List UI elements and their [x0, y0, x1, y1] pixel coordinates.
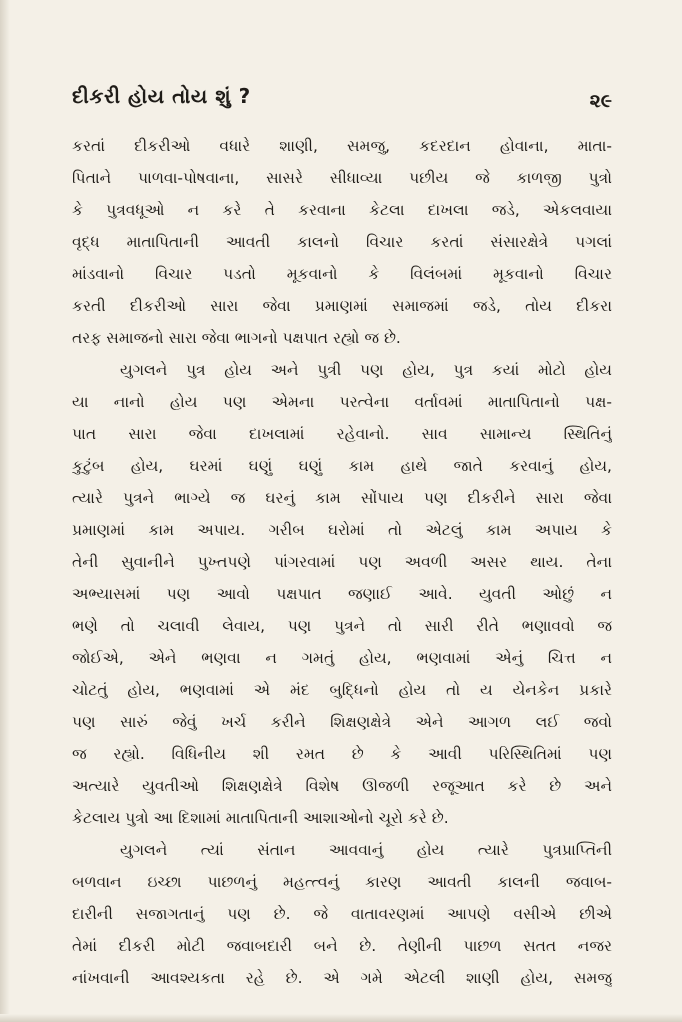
text-line: યુગલને પુત્ર હોય અને પુત્રી પણ હોય, પુત્ર કયાં મોટો હોય — [120, 361, 612, 379]
text-line: દારીની સજાગતાનું પણ છે. જે વાતાવરણમાં આપણે વસીએ છીએ — [72, 905, 612, 923]
page-number: ૨૯ — [589, 90, 612, 112]
page-bottom-edge — [0, 1014, 682, 1022]
text-line: કરતી દીકરીઓ સારા જેવા પ્રમાણમાં સમાજમાં જડે, તોય દીકરા — [72, 297, 612, 315]
text-line: તેમાં દીકરી મોટી જવાબદારી બને છે. તેણીની પાછળ સતત નજર — [72, 937, 612, 955]
text-line: જ રહ્યો. વિધિનીય શી રમત છે કે આવી પરિસ્થિતિમાં પણ — [72, 745, 612, 763]
text-line: યુગલને ત્યાં સંતાન આવવાનું હોય ત્યારે પુત્રપ્રાપ્તિની — [120, 841, 612, 859]
text-line: માંડવાનો વિચાર પડતો મૂકવાનો કે વિલંબમાં મૂકવાનો વિચાર — [72, 265, 612, 283]
body-text — [72, 130, 612, 994]
page-header — [72, 80, 612, 120]
text-line: કે પુત્રવધૂઓ ન કરે તે કરવાના કેટલા દાખલા જડે, એકલવાયા — [72, 201, 612, 219]
running-title: દીકરી હોય તોય શું ? — [72, 84, 251, 108]
text-line: કુટુંબ હોય, ઘરમાં ઘણું ઘણું કામ હાથે જાતે કરવાનું હોય, — [72, 457, 612, 475]
text-line: ચોટતું હોય, ભણવામાં એ મંદ બુદ્ધિનો હોય તો ય યેનકેન પ્રકારે — [72, 681, 612, 699]
paragraph-1 — [72, 130, 612, 354]
paragraph-3 — [72, 834, 612, 994]
text-line: કરતાં દીકરીઓ વધારે શાણી, સમજુ, કદરદાન હોવાના, માતા- — [72, 137, 612, 155]
text-line: પિતાને પાળવા-પોષવાના, સાસરે સીધાવ્યા પછીય જે કાળજી પુત્રો — [72, 169, 612, 187]
page-gutter-shadow — [0, 0, 10, 1022]
text-line: તરફ સમાજનો સારા જેવા ભાગનો પક્ષપાત રહ્યો જ છે. — [72, 329, 401, 347]
text-line: અભ્યાસમાં પણ આવો પક્ષપાત જણાઈ આવે. યુવતી ઓછું ન — [72, 585, 612, 603]
text-line: પાત સારા જેવા દાખલામાં રહેવાનો. સાવ સામાન્ય સ્થિતિનું — [72, 425, 612, 443]
text-line: પ્રમાણમાં કામ અપાય. ગરીબ ઘરોમાં તો એટલું કામ અપાય કે — [72, 521, 612, 539]
text-line: ભણે તો ચલાવી લેવાય, પણ પુત્રને તો સારી રીતે ભણાવવો જ — [72, 617, 612, 635]
text-line: તેની સુવાનીને પુખ્તપણે પાંગરવામાં પણ અવળી અસર થાય. તેના — [72, 553, 612, 571]
text-line: બળવાન ઇચ્છા પાછળનું મહત્ત્વનું કારણ આવતી કાલની જવાબ- — [72, 873, 612, 891]
text-line: નાંખવાની આવશ્યકતા રહે છે. એ ગમે એટલી શાણી હોય, સમજુ — [72, 969, 612, 987]
text-line: કેટલાય પુત્રો આ દિશામાં માતાપિતાની આશાઓનો ચૂરો કરે છે. — [72, 809, 449, 827]
text-line: ત્યારે પુત્રને ભાગ્યે જ ઘરનું કામ સોંપાય પણ દીકરીને સારા જેવા — [72, 489, 612, 507]
text-line: વૃદ્ધ માતાપિતાની આવતી કાલનો વિચાર કરતાં સંસારક્ષેત્રે પગલાં — [72, 233, 612, 251]
text-line: યા નાનો હોય પણ એમના પરત્વેના વર્તાવમાં માતાપિતાનો પક્ષ- — [72, 393, 612, 411]
text-line: પણ સારું જેવું ખર્ચ કરીને શિક્ષણક્ષેત્રે એને આગળ લઈ જવો — [72, 713, 612, 731]
paragraph-2 — [72, 354, 612, 834]
text-line: અત્યારે યુવતીઓ શિક્ષણક્ષેત્રે વિશેષ ઊજળી રજૂઆત કરે છે અને — [72, 777, 612, 795]
text-line: જોઈએ, એને ભણવા ન ગમતું હોય, ભણવામાં એનું ચિત્ત ન — [72, 649, 612, 667]
